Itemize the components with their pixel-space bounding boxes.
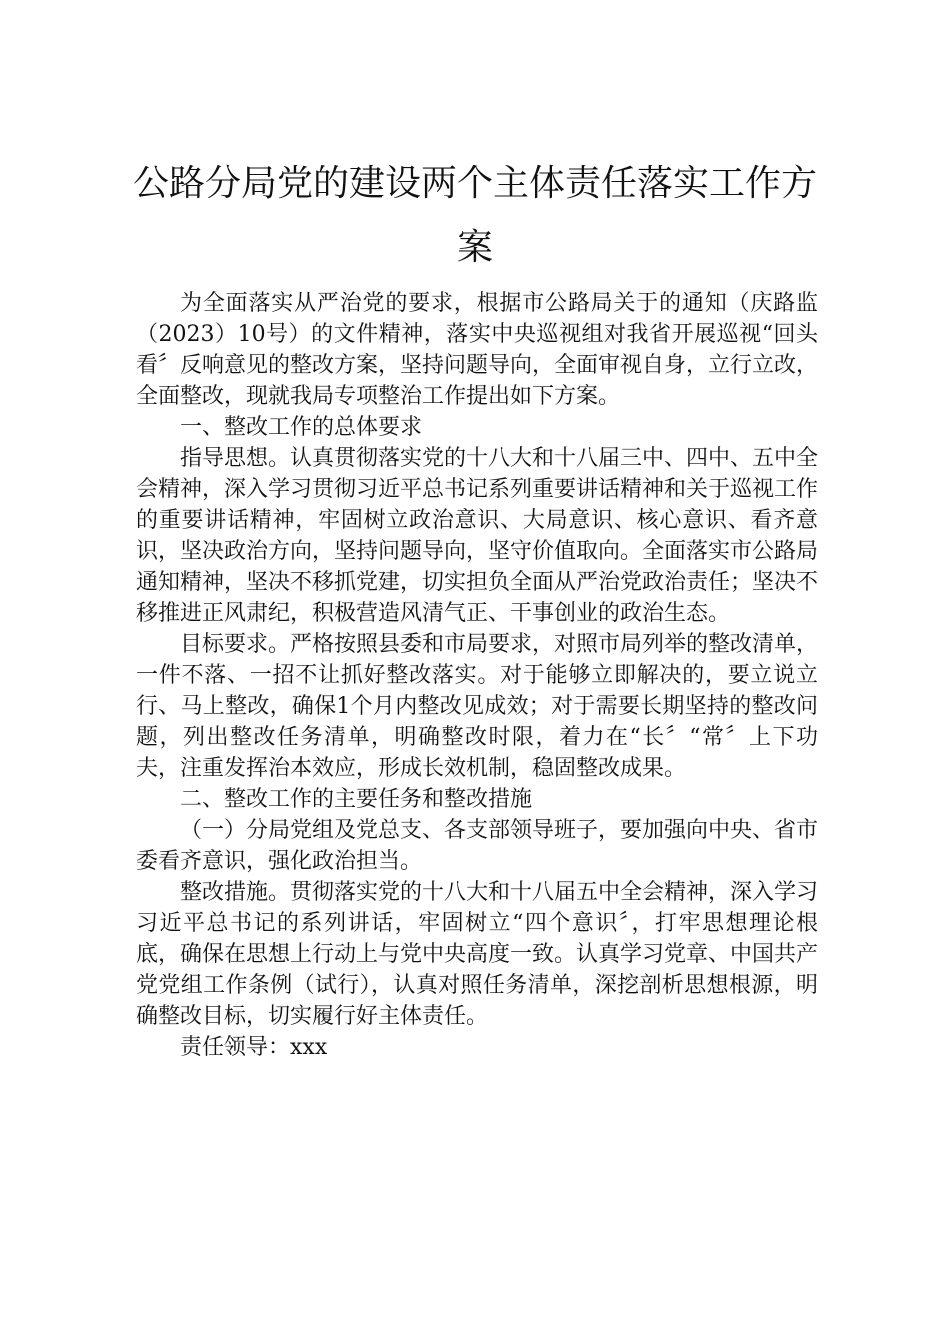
section-heading-2: 二、整改工作的主要任务和整改措施 xyxy=(180,787,533,812)
paragraph-intro: 为全面落实从严治党的要求，根据市公路局关于的通知（庆路监（2023）10号）的文件精神，落实中央巡视组对我省开展巡视“回头看〞反响意见的整改方案，坚持问题导向，全面审视自身，立行立改，全面整改，现就我局专项整治工作提出如下方案。 xyxy=(136,291,819,409)
paragraph-target-requirements: 目标要求。严格按照县委和市局要求，对照市局列举的整改清单，一件不落、一招不让抓好整改落实。对于能够立即解决的，要立说立行、马上整改，确保1个月内整改见成效；对于需要长期坚持的整改问题，列出整改任务清单，明确整改时限，着力在“长〞“常〞上下功夫，注重发挥治本效应，形成长效机制，稳固整改成果。 xyxy=(136,632,819,781)
document-body xyxy=(136,288,818,1063)
paragraph-measures: 整改措施。贯彻落实党的十八大和十八届五中全会精神，深入学习习近平总书记的系列讲话，牢固树立“四个意识〞，打牢思想理论根底，确保在思想上行动上与党中央高度一致。认真学习党章、中国共产党党组工作条例（试行），认真对照任务清单，深挖剖析思想根源，明确整改目标，切实履行好主体责任。 xyxy=(136,880,819,1029)
document-title: 公路分局党的建设两个主体责任落实工作方案 xyxy=(132,163,817,268)
paragraph-item-1: （一）分局党组及党总支、各支部领导班子，要加强向中央、省市委看齐意识，强化政治担当。 xyxy=(136,818,819,874)
paragraph-responsible-leader: 责任领导：xxx xyxy=(180,1035,328,1060)
paragraph-guiding-thought: 指导思想。认真贯彻落实党的十八大和十八届三中、四中、五中全会精神，深入学习贯彻习近平总书记系列重要讲话精神和关于巡视工作的重要讲话精神，牢固树立政治意识、大局意识、核心意识、看齐意识，坚决政治方向，坚持问题导向，坚守价值取向。全面落实市公路局通知精神，坚决不移抓党建，切实担负全面从严治党政治责任；坚决不移推进正风肃纪，积极营造风清气正、干事创业的政治生态。 xyxy=(136,446,819,626)
section-heading-1: 一、整改工作的总体要求 xyxy=(180,415,423,440)
